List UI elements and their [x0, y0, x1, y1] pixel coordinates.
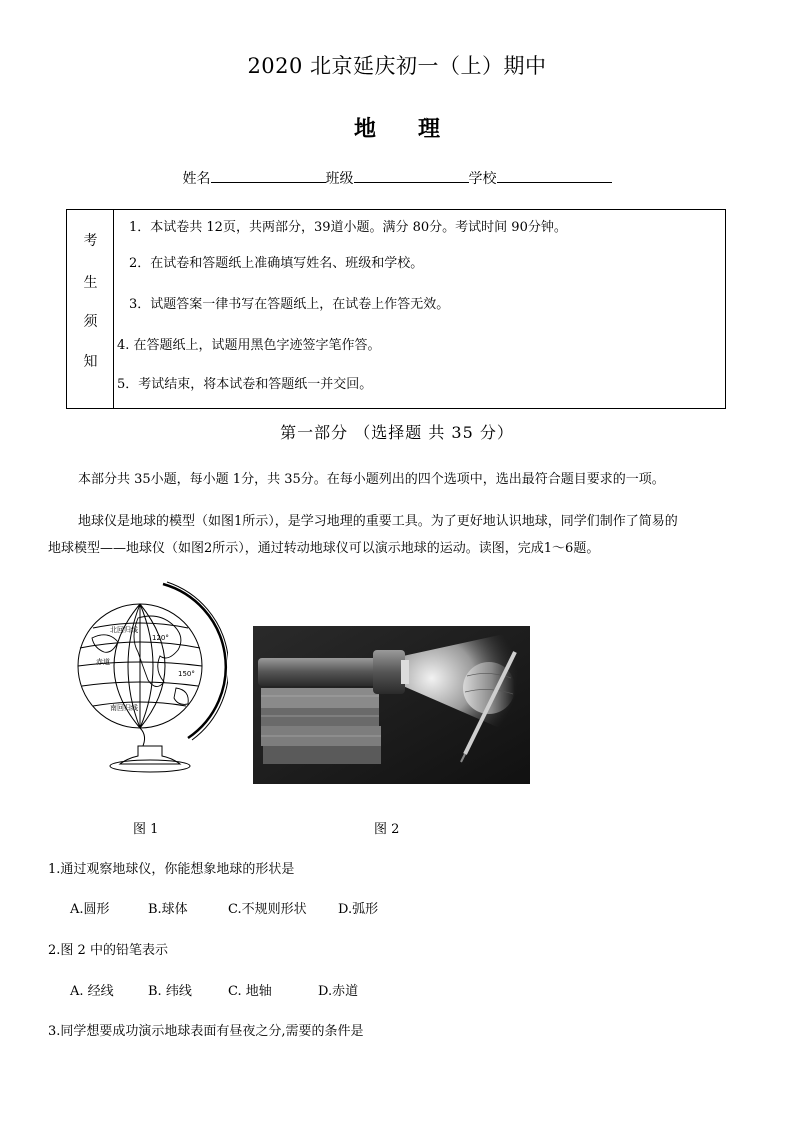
- option-b[interactable]: B. 纬线: [148, 984, 192, 999]
- school-label: 学校: [468, 171, 497, 187]
- intro-paragraph-line: 地球仪是地球的模型（如图1所示），是学习地理的重要工具。为了更好地认识地球，同学们制作了简易的: [78, 514, 678, 529]
- option-a[interactable]: A.圆形: [70, 902, 110, 917]
- question-stem: 3.同学想要成功演示地球表面有昼夜之分,需要的条件是: [48, 1024, 364, 1039]
- globe-label: 赤道: [96, 658, 110, 666]
- notice-item: 2．在试卷和答题纸上准确填写姓名、班级和学校。: [129, 256, 424, 271]
- option-a[interactable]: A. 经线: [70, 984, 114, 999]
- name-label: 姓名: [182, 171, 211, 187]
- notice-item: 5．考试结束，将本试卷和答题纸一并交回。: [117, 377, 373, 392]
- globe-label: 北回归线: [110, 626, 138, 634]
- option-d[interactable]: D.赤道: [318, 984, 359, 999]
- notice-item: 1．本试卷共 12页，共两部分，39道小题。满分 80分。考试时间 90分钟。: [129, 220, 567, 235]
- question-stem: 1.通过观察地球仪，你能想象地球的形状是: [48, 862, 295, 877]
- notice-side-char: 须: [83, 314, 98, 330]
- option-b[interactable]: B.球体: [148, 902, 188, 917]
- notice-side-char: 考: [83, 233, 98, 249]
- notice-box: [66, 209, 726, 409]
- notice-item: 3．试题答案一律书写在答题纸上，在试卷上作答无效。: [129, 297, 450, 312]
- class-label: 班级: [325, 171, 354, 187]
- class-blank[interactable]: [354, 170, 469, 183]
- notice-side-char: 知: [83, 354, 98, 370]
- subject-title: 地理: [353, 116, 482, 142]
- globe-label: 150°: [178, 670, 195, 678]
- school-blank[interactable]: [497, 170, 612, 183]
- student-info-line: [0, 168, 794, 188]
- exam-title: 2020 北京延庆初一（上）期中: [247, 54, 547, 78]
- flashlight-globe-photo: [253, 626, 530, 784]
- name-blank[interactable]: [211, 170, 326, 183]
- question-stem: 2.图 2 中的铅笔表示: [48, 943, 168, 958]
- globe-label: 120°: [152, 634, 169, 642]
- option-c[interactable]: C.不规则形状: [228, 902, 307, 917]
- notice-side-label: [67, 210, 114, 408]
- part1-title: 第一部分 （选择题 共 35 分）: [280, 423, 514, 442]
- globe-illustration: [68, 578, 228, 778]
- option-c[interactable]: C. 地轴: [228, 984, 272, 999]
- figure1-caption: 图 1: [133, 822, 159, 837]
- globe-label: 南回归线: [110, 704, 138, 712]
- part1-instructions: 本部分共 35小题，每小题 1分，共 35分。在每小题列出的四个选项中，选出最符合题目要求的一项。: [78, 472, 665, 487]
- notice-side-char: 生: [83, 275, 98, 291]
- notice-item: 4. 在答题纸上，试题用黑色字迹签字笔作答。: [117, 338, 381, 353]
- figure2-caption: 图 2: [374, 822, 400, 837]
- option-d[interactable]: D.弧形: [338, 902, 379, 917]
- intro-paragraph-line: 地球模型——地球仪（如图2所示），通过转动地球仪可以演示地球的运动。读图，完成1～6题。: [48, 541, 600, 556]
